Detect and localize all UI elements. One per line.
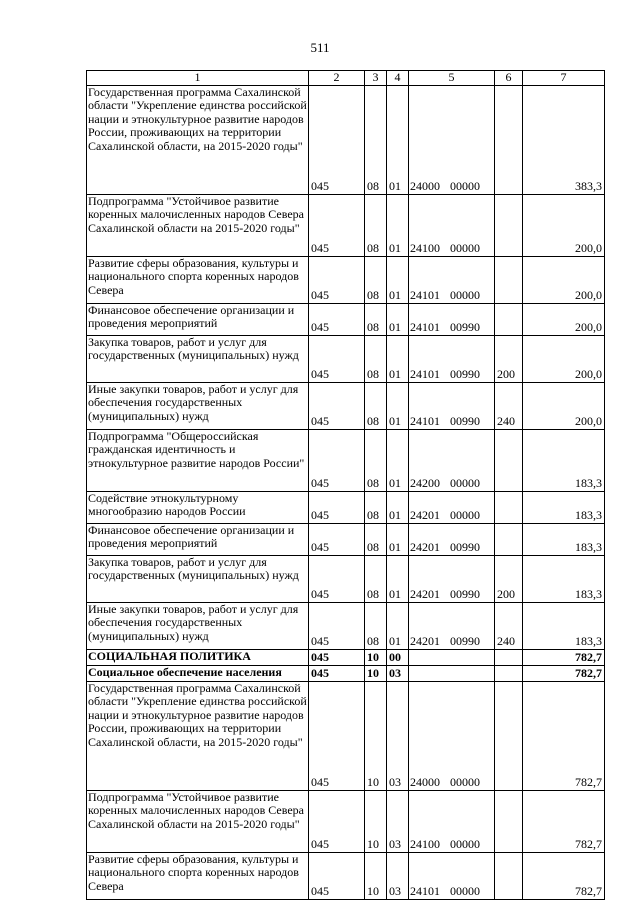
target-code-cell <box>409 523 495 555</box>
expense-kind-cell: 200 <box>495 335 523 382</box>
subsection-code-cell: 01 <box>387 555 409 602</box>
target-code-cell <box>409 335 495 382</box>
expense-kind-cell: 200 <box>495 555 523 602</box>
program-code: 24201 <box>410 587 440 601</box>
subsection-code-cell: 01 <box>387 491 409 523</box>
ministry-code-cell: 045 <box>309 491 365 523</box>
subsection-code-cell: 01 <box>387 429 409 491</box>
subsection-code-cell: 01 <box>387 602 409 649</box>
section-code-cell: 08 <box>365 382 387 429</box>
amount-cell: 200,0 <box>523 335 605 382</box>
program-code: 24000 <box>410 775 440 789</box>
row-name-cell: Социальное обеспечение населения <box>87 665 309 681</box>
ministry-code-cell: 045 <box>309 602 365 649</box>
item-code: 00990 <box>450 540 480 554</box>
ministry-code-cell: 045 <box>309 335 365 382</box>
target-code-cell <box>409 665 495 681</box>
section-code-cell: 08 <box>365 523 387 555</box>
table-row <box>87 335 605 382</box>
header-cell: 1 <box>87 71 309 86</box>
program-code: 24200 <box>410 476 440 490</box>
program-code: 24000 <box>410 179 440 193</box>
program-code: 24201 <box>410 540 440 554</box>
ministry-code-cell: 045 <box>309 194 365 256</box>
row-name-cell: Содействие этнокультурному многообразию народов России <box>87 491 309 523</box>
row-name-cell: Государственная программа Сахалинской области "Укрепление единства российской нации и этнокультурное развитие народов России, проживающих на территории Сахалинской области, на 2015-2020 годы" <box>87 681 309 790</box>
section-code-cell: 08 <box>365 555 387 602</box>
row-name-cell: Финансовое обеспечение организации и проведения мероприятий <box>87 523 309 555</box>
amount-cell: 200,0 <box>523 256 605 303</box>
row-name-cell: Развитие сферы образования, культуры и национального спорта коренных народов Севера <box>87 852 309 899</box>
section-code-cell: 08 <box>365 491 387 523</box>
item-code: 00990 <box>450 414 480 428</box>
table-row <box>87 85 605 194</box>
target-code-cell <box>409 429 495 491</box>
program-code: 24100 <box>410 241 440 255</box>
row-name-cell: СОЦИАЛЬНАЯ ПОЛИТИКА <box>87 649 309 665</box>
program-code: 24101 <box>410 367 440 381</box>
target-code-cell <box>409 602 495 649</box>
page-number: 511 <box>310 40 330 55</box>
ministry-code-cell: 045 <box>309 790 365 852</box>
section-code-cell: 08 <box>365 194 387 256</box>
header-cell: 6 <box>495 71 523 86</box>
expense-kind-cell: 240 <box>495 382 523 429</box>
amount-cell: 200,0 <box>523 303 605 335</box>
expense-kind-cell <box>495 852 523 899</box>
item-code: 00990 <box>450 587 480 601</box>
target-code-cell <box>409 85 495 194</box>
table-row <box>87 852 605 899</box>
item-code: 00990 <box>450 634 480 648</box>
expense-kind-cell <box>495 85 523 194</box>
expense-kind-cell <box>495 681 523 790</box>
program-code: 24101 <box>410 320 440 334</box>
header-cell: 4 <box>387 71 409 86</box>
item-code: 00990 <box>450 367 480 381</box>
row-name-cell: Подпрограмма "Устойчивое развитие коренных малочисленных народов Севера Сахалинской области на 2015-2020 годы" <box>87 790 309 852</box>
item-code: 00000 <box>450 179 480 193</box>
item-code: 00000 <box>450 775 480 789</box>
subsection-code-cell: 01 <box>387 194 409 256</box>
section-code-cell: 08 <box>365 602 387 649</box>
table-row <box>87 665 605 681</box>
program-code: 24101 <box>410 288 440 302</box>
ministry-code-cell: 045 <box>309 852 365 899</box>
item-code: 00000 <box>450 884 480 898</box>
ministry-code-cell: 045 <box>309 555 365 602</box>
row-name-cell: Закупка товаров, работ и услуг для государственных (муниципальных) нужд <box>87 555 309 602</box>
header-cell: 7 <box>523 71 605 86</box>
subsection-code-cell: 03 <box>387 790 409 852</box>
section-code-cell: 10 <box>365 790 387 852</box>
subsection-code-cell: 01 <box>387 335 409 382</box>
expense-kind-cell <box>495 523 523 555</box>
amount-cell: 782,7 <box>523 681 605 790</box>
item-code: 00000 <box>450 476 480 490</box>
expense-kind-cell <box>495 790 523 852</box>
expense-kind-cell <box>495 256 523 303</box>
table-row <box>87 555 605 602</box>
section-code-cell: 08 <box>365 429 387 491</box>
budget-table <box>86 70 605 900</box>
expense-kind-cell <box>495 303 523 335</box>
section-code-cell: 08 <box>365 256 387 303</box>
expense-kind-cell: 240 <box>495 602 523 649</box>
target-code-cell <box>409 194 495 256</box>
item-code: 00000 <box>450 837 480 851</box>
ministry-code-cell: 045 <box>309 681 365 790</box>
expense-kind-cell <box>495 665 523 681</box>
table-row <box>87 194 605 256</box>
section-code-cell: 10 <box>365 649 387 665</box>
row-name-cell: Развитие сферы образования, культуры и национального спорта коренных народов Севера <box>87 256 309 303</box>
amount-cell: 183,3 <box>523 602 605 649</box>
target-code-cell <box>409 303 495 335</box>
target-code-cell <box>409 649 495 665</box>
subsection-code-cell: 03 <box>387 852 409 899</box>
amount-cell: 200,0 <box>523 382 605 429</box>
table-row <box>87 256 605 303</box>
ministry-code-cell: 045 <box>309 382 365 429</box>
table-row <box>87 681 605 790</box>
subsection-code-cell: 01 <box>387 382 409 429</box>
expense-kind-cell <box>495 491 523 523</box>
ministry-code-cell: 045 <box>309 85 365 194</box>
target-code-cell <box>409 852 495 899</box>
target-code-cell <box>409 491 495 523</box>
program-code: 24101 <box>410 414 440 428</box>
section-code-cell: 08 <box>365 303 387 335</box>
row-name-cell: Подпрограмма "Устойчивое развитие коренных малочисленных народов Севера Сахалинской области на 2015-2020 годы" <box>87 194 309 256</box>
program-code: 24201 <box>410 634 440 648</box>
section-code-cell: 08 <box>365 85 387 194</box>
ministry-code-cell: 045 <box>309 256 365 303</box>
row-name-cell: Подпрограмма "Общероссийская гражданская идентичность и этнокультурное развитие народов России" <box>87 429 309 491</box>
section-code-cell: 10 <box>365 852 387 899</box>
section-code-cell: 08 <box>365 335 387 382</box>
header-cell: 5 <box>409 71 495 86</box>
subsection-code-cell: 01 <box>387 303 409 335</box>
subsection-code-cell: 01 <box>387 523 409 555</box>
target-code-cell <box>409 382 495 429</box>
subsection-code-cell: 03 <box>387 665 409 681</box>
subsection-code-cell: 01 <box>387 85 409 194</box>
table-row <box>87 491 605 523</box>
section-code-cell: 10 <box>365 681 387 790</box>
amount-cell: 200,0 <box>523 194 605 256</box>
amount-cell: 383,3 <box>523 85 605 194</box>
header-cell: 2 <box>309 71 365 86</box>
amount-cell: 782,7 <box>523 852 605 899</box>
expense-kind-cell <box>495 429 523 491</box>
item-code: 00990 <box>450 320 480 334</box>
table-row <box>87 523 605 555</box>
subsection-code-cell: 00 <box>387 649 409 665</box>
item-code: 00000 <box>450 288 480 302</box>
target-code-cell <box>409 555 495 602</box>
section-code-cell: 10 <box>365 665 387 681</box>
item-code: 00000 <box>450 508 480 522</box>
ministry-code-cell: 045 <box>309 429 365 491</box>
table-row <box>87 303 605 335</box>
target-code-cell <box>409 790 495 852</box>
table-row <box>87 649 605 665</box>
table-row <box>87 790 605 852</box>
row-name-cell: Финансовое обеспечение организации и проведения мероприятий <box>87 303 309 335</box>
row-name-cell: Закупка товаров, работ и услуг для государственных (муниципальных) нужд <box>87 335 309 382</box>
target-code-cell <box>409 681 495 790</box>
program-code: 24101 <box>410 884 440 898</box>
header-row <box>87 71 605 86</box>
amount-cell: 183,3 <box>523 429 605 491</box>
ministry-code-cell: 045 <box>309 303 365 335</box>
subsection-code-cell: 01 <box>387 256 409 303</box>
expense-kind-cell <box>495 649 523 665</box>
program-code: 24100 <box>410 837 440 851</box>
ministry-code-cell: 045 <box>309 665 365 681</box>
table-row <box>87 429 605 491</box>
program-code: 24201 <box>410 508 440 522</box>
ministry-code-cell: 045 <box>309 523 365 555</box>
ministry-code-cell: 045 <box>309 649 365 665</box>
header-cell: 3 <box>365 71 387 86</box>
subsection-code-cell: 03 <box>387 681 409 790</box>
item-code: 00000 <box>450 241 480 255</box>
amount-cell: 183,3 <box>523 491 605 523</box>
row-name-cell: Государственная программа Сахалинской области "Укрепление единства российской нации и этнокультурное развитие народов России, проживающих на территории Сахалинской области, на 2015-2020 годы" <box>87 85 309 194</box>
table-row <box>87 382 605 429</box>
amount-cell: 183,3 <box>523 555 605 602</box>
row-name-cell: Иные закупки товаров, работ и услуг для обеспечения государственных (муниципальных) нужд <box>87 602 309 649</box>
amount-cell: 782,7 <box>523 649 605 665</box>
amount-cell: 782,7 <box>523 790 605 852</box>
target-code-cell <box>409 256 495 303</box>
table-row <box>87 602 605 649</box>
amount-cell: 183,3 <box>523 523 605 555</box>
amount-cell: 782,7 <box>523 665 605 681</box>
row-name-cell: Иные закупки товаров, работ и услуг для обеспечения государственных (муниципальных) нужд <box>87 382 309 429</box>
expense-kind-cell <box>495 194 523 256</box>
